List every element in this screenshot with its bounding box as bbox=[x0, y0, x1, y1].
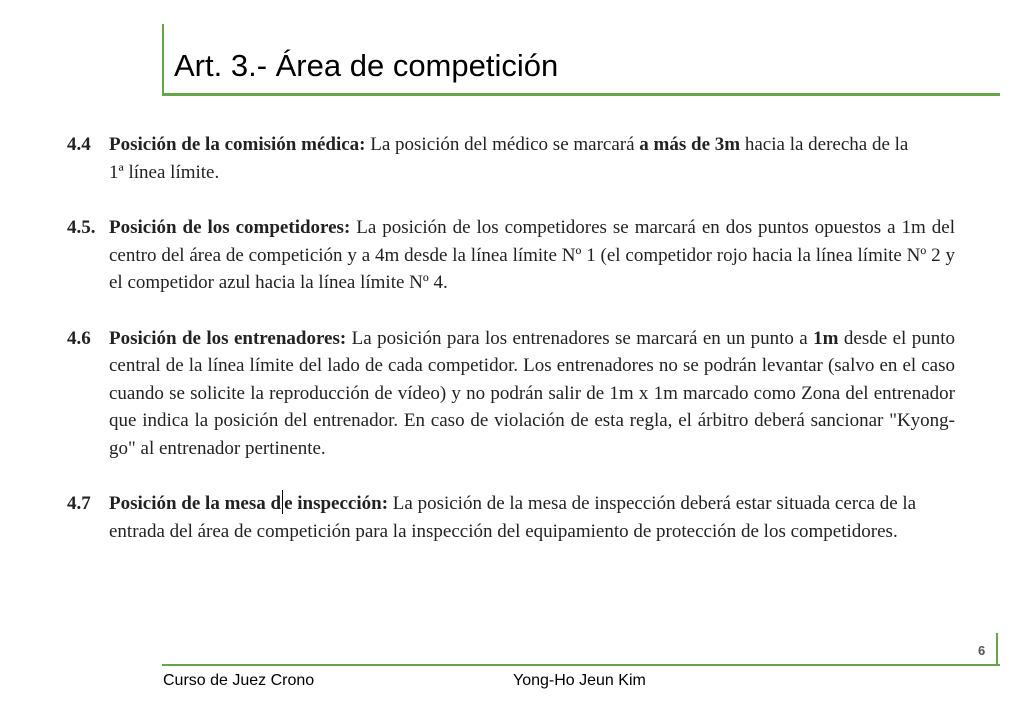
section-heading: Posición de los competidores: bbox=[109, 217, 351, 238]
page-number: 6 bbox=[978, 643, 986, 658]
section-number: 4.7 bbox=[67, 493, 91, 514]
footer-rule bbox=[162, 664, 1000, 666]
section-bold: a más de 3m bbox=[639, 134, 741, 155]
section-text: La posición para los entrenadores se marcará en un punto a bbox=[346, 327, 814, 349]
section-text: desde el punto central de la línea límite del lado de cada competidor. Los entrenadores no se podrán levantar (salvo en el caso cuando se solicite la reproducción de vídeo) y no podrán salir de 1m x 1m marcado como Zona del entrenador que indica la posición del entrenador. En caso de violación de esta regla, el árbitro deberá sancionar "Kyong-go" al entrenador pertinente. bbox=[109, 327, 955, 459]
section-heading-part: Posición de la mesa d bbox=[109, 493, 282, 514]
section-text: hacia la derecha de la 1ª línea límite. bbox=[109, 134, 909, 183]
section-text: La posición del médico se marcará bbox=[365, 134, 640, 155]
document-body bbox=[67, 131, 959, 573]
section-number: 4.4 bbox=[67, 134, 91, 155]
section-text: La posición de los competidores se marcará en dos puntos opuestos a 1m del centro del área de competición y a 4m desde la línea límite Nº 1 (el competidor rojo hacia la línea límite Nº 2 y el competidor azul hacia la línea límite Nº 4. bbox=[109, 217, 955, 293]
slide-title: Art. 3.- Área de competición bbox=[174, 48, 559, 83]
section-bold: 1m bbox=[813, 327, 839, 349]
footer-author: Yong-Ho Jeun Kim bbox=[513, 672, 646, 689]
section-paragraph bbox=[109, 131, 909, 186]
section-heading: Posición de los entrenadores: bbox=[109, 327, 347, 349]
section-number: 4.6 bbox=[67, 327, 91, 349]
footer-course-name: Curso de Juez Crono bbox=[163, 672, 315, 689]
section-paragraph bbox=[109, 490, 939, 545]
section-4-6 bbox=[67, 325, 959, 463]
section-4-4 bbox=[67, 131, 959, 186]
section-heading: Posición de la comisión médica: bbox=[109, 134, 366, 155]
section-heading bbox=[109, 493, 388, 514]
section-4-7 bbox=[67, 490, 959, 545]
title-horizontal-rule bbox=[162, 93, 1000, 96]
title-vertical-rule bbox=[162, 24, 164, 96]
text-cursor bbox=[282, 490, 283, 514]
section-number: 4.5. bbox=[67, 217, 96, 238]
section-4-5 bbox=[67, 214, 959, 297]
section-text: La posición de la mesa de inspección deberá estar situada cerca de la entrada del área de competición para la inspección del equipamiento de protección de los competidores. bbox=[109, 493, 917, 542]
section-paragraph bbox=[109, 325, 955, 463]
section-heading-part: e inspección: bbox=[284, 493, 389, 514]
section-paragraph bbox=[109, 214, 955, 297]
page-number-rule bbox=[996, 633, 998, 665]
